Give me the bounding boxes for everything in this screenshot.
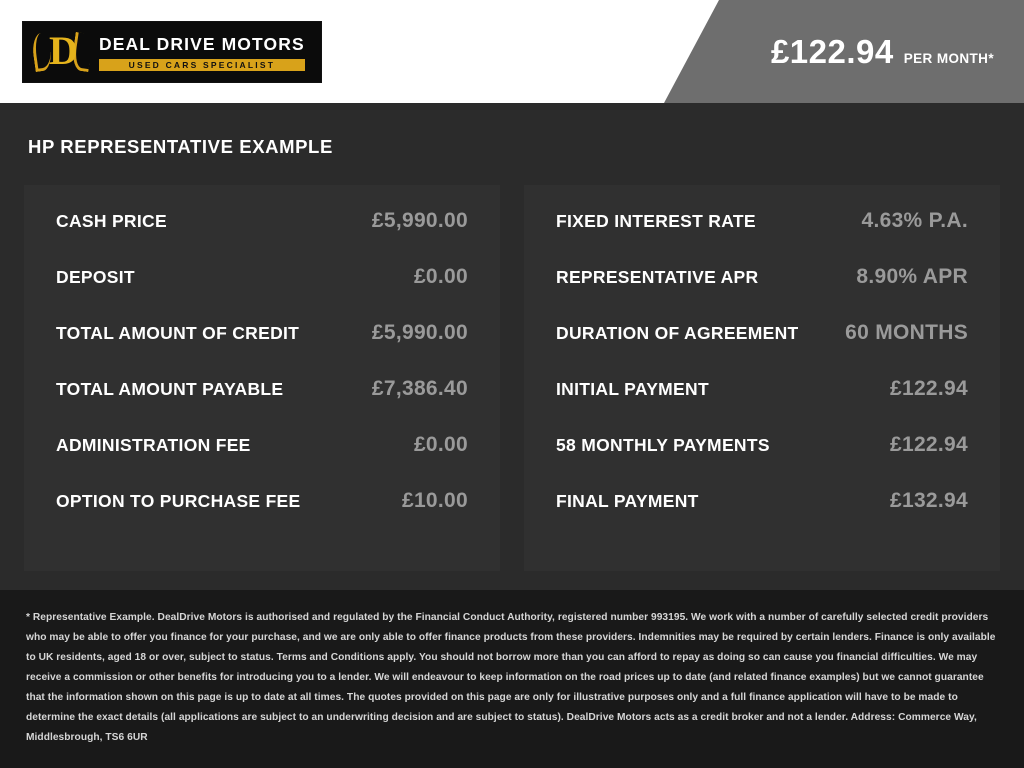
row-value: 4.63% P.A. [861, 209, 968, 232]
row-value: 60 MONTHS [845, 321, 968, 344]
details-cards [24, 185, 1000, 571]
row-label: OPTION TO PURCHASE FEE [56, 491, 301, 511]
row-label: CASH PRICE [56, 211, 167, 231]
row-label: TOTAL AMOUNT PAYABLE [56, 379, 284, 399]
table-row [556, 209, 968, 265]
row-label: DEPOSIT [56, 267, 135, 287]
table-row [56, 321, 468, 377]
right-details-card [524, 185, 1000, 571]
logo-text-block [99, 34, 305, 71]
row-label: FIXED INTEREST RATE [556, 211, 756, 231]
row-value: £7,386.40 [371, 377, 468, 400]
row-label: TOTAL AMOUNT OF CREDIT [56, 323, 300, 343]
table-row [556, 321, 968, 377]
row-value: £122.94 [889, 433, 968, 456]
row-value: £0.00 [413, 433, 468, 456]
left-details-card [24, 185, 500, 571]
table-row [56, 489, 468, 545]
table-row [56, 209, 468, 265]
row-value: £5,990.00 [371, 321, 468, 344]
row-label: FINAL PAYMENT [556, 491, 699, 511]
row-value: £0.00 [413, 265, 468, 288]
row-value: £5,990.00 [371, 209, 468, 232]
main-content [0, 103, 1024, 571]
dealer-logo [22, 21, 322, 83]
row-value: £10.00 [401, 489, 468, 512]
price-period: PER MONTH* [903, 51, 994, 66]
page-title: HP REPRESENTATIVE EXAMPLE [28, 136, 333, 157]
logo-title: DEAL DRIVE MOTORS [99, 33, 305, 54]
row-label: 58 MONTHLY PAYMENTS [556, 435, 770, 455]
row-value: £122.94 [889, 377, 968, 400]
laurel-wreath-icon [33, 26, 91, 78]
logo-letter: D [49, 28, 78, 73]
table-row [56, 377, 468, 433]
row-label: REPRESENTATIVE APR [556, 267, 759, 287]
row-value: 8.90% APR [856, 265, 968, 288]
row-label: ADMINISTRATION FEE [56, 435, 251, 455]
table-row [56, 265, 468, 321]
row-value: £132.94 [889, 489, 968, 512]
table-row [556, 265, 968, 321]
row-label: INITIAL PAYMENT [556, 379, 709, 399]
row-label: DURATION OF AGREEMENT [556, 323, 799, 343]
disclaimer-footer [0, 590, 1024, 768]
page-header [0, 0, 1024, 103]
logo-subtitle: USED CARS SPECIALIST [99, 59, 305, 71]
table-row [556, 433, 968, 489]
monthly-price [771, 33, 994, 71]
table-row [556, 377, 968, 433]
table-row [56, 433, 468, 489]
table-row [556, 489, 968, 545]
disclaimer-text: * Representative Example. DealDrive Motors is authorised and regulated by the Financial Conduct Authority, registered number 993195. We work with a number of carefully selected credit providers who may be able to offer you finance for your purchase, and we are only able to offer finance products from these providers. Indemnities may be required by certain lenders. Finance is only available to UK residents, aged 18 or over, subject to status. Terms and Conditions apply. You should not borrow more than you can afford to repay as doing so can cause you financial difficulties. We may receive a commission or other benefits for introducing you to a lender. We will endeavour to keep information on the road prices up to date (and related finance examples) but we cannot guarantee that the information shown on this page is up to date at all times. The quotes provided on this page are only for illustrative purposes only and a full finance application will have to be made to determine the exact details (all applications are subject to an underwriting decision and are subject to status). DealDrive Motors acts as a credit broker and not a lender. Address: Commerce Way, Middlesbrough, TS6 6UR [26, 612, 996, 743]
price-amount: £122.94 [770, 33, 894, 70]
